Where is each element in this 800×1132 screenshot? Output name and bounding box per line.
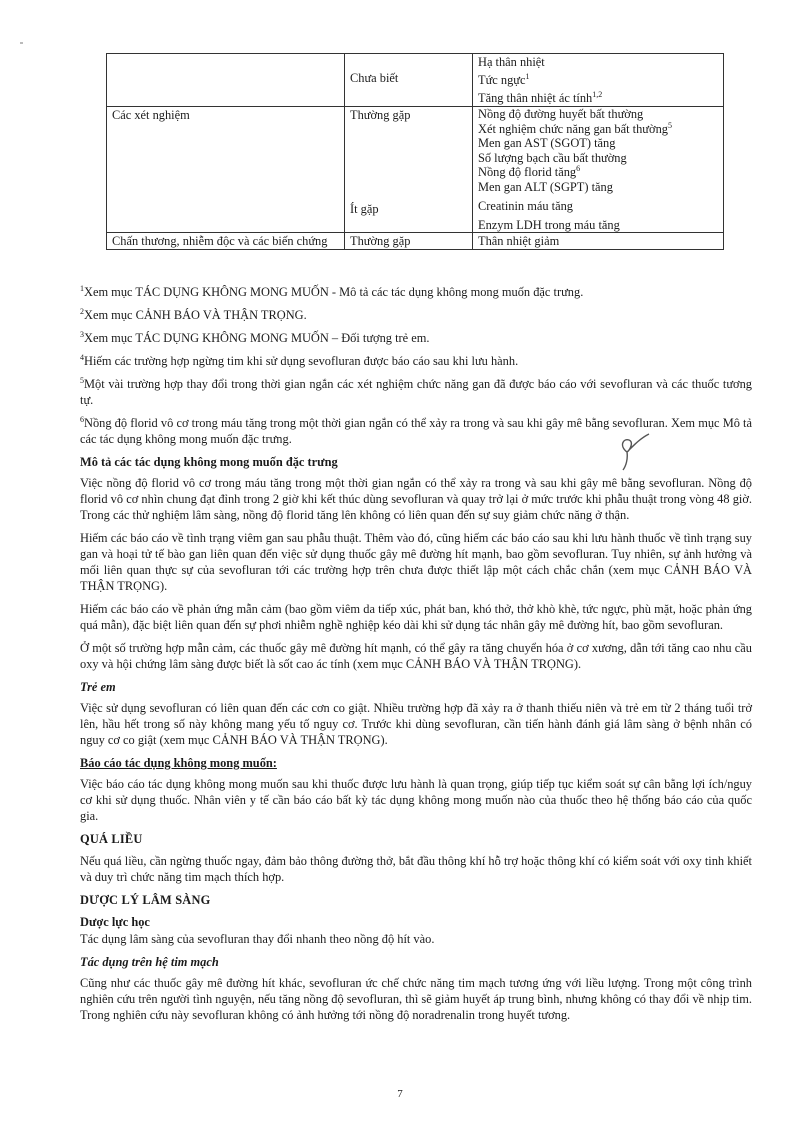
- table-cell-frequency: [345, 107, 473, 233]
- table-row: [107, 233, 724, 250]
- reaction-item: Nồng độ đường huyết bất thường: [478, 107, 644, 121]
- footnote: $^2$Xem mục CẢNH BÁO VÀ THẬN TRỌNG.: [80, 306, 307, 322]
- document-body: [80, 284, 752, 1030]
- footnote: $^3$Xem mục TÁC DỤNG KHÔNG MONG MUỐN – Đối tượng trẻ em.: [80, 329, 430, 345]
- reaction-item: Số lượng bạch cầu bất thường: [478, 150, 627, 165]
- table-cell-reactions: Thân nhiệt giảm: [473, 233, 724, 250]
- table-cell-system: Chấn thương, nhiễm độc và các biến chứng: [107, 233, 345, 250]
- frequency-label: Ít gặp: [350, 202, 379, 216]
- page-number: 7: [397, 1088, 403, 1100]
- subsection-heading: Tác dụng trên hệ tim mạch: [80, 955, 219, 969]
- paragraph: Ở một số trường hợp mẫn cảm, các thuốc gây mê đường hít mạnh, có thể gây ra tăng chuyển hóa ở cơ xương, dẫn tới tăng cao nhu cầu oxy và hội chứng lâm sàng được biết là sốt cao ác tính (xem mục CẢNH BÁO VÀ THẬN TRỌNG).: [80, 641, 752, 671]
- table-row: [107, 107, 724, 233]
- section-heading: QUÁ LIỀU: [80, 832, 143, 846]
- paragraph: Nếu quá liều, cần ngừng thuốc ngay, đảm bảo thông đường thở, bắt đầu thông khí hỗ trợ hoặc thông khí có kiểm soát với oxy tinh khiết và duy trì chức năng tim mạch thích hợp.: [80, 854, 752, 884]
- reaction-item: Hạ thân nhiệt: [478, 55, 545, 69]
- adverse-reactions-table: [106, 53, 724, 250]
- paragraph: Việc nồng độ florid vô cơ trong máu tăng trong một thời gian ngắn có thể xảy ra trong và sau khi gây mê bằng sevofluran. Nồng độ florid vô cơ nhìn chung đạt đỉnh trong 2 giờ khi kết thúc dùng sevofluran và quay trở lại ở mức trước khi phẫu thuật trong vòng 48 giờ. Trong các thử nghiệm lâm sàng, nồng độ florid tăng lên không có liên quan đến sự suy giảm chức năng ở thận.: [80, 476, 752, 522]
- reaction-item: Men gan AST (SGOT) tăng: [478, 136, 616, 150]
- paragraph: Tác dụng lâm sàng của sevofluran thay đổi nhanh theo nồng độ hít vào.: [80, 932, 435, 946]
- reaction-item: Tăng thân nhiệt ác tính$^{1,2}$: [478, 89, 603, 105]
- reaction-item: Xét nghiệm chức năng gan bất thường$^5$: [478, 120, 672, 136]
- signature-mark: [613, 432, 653, 472]
- reaction-item: Creatinin máu tăng: [478, 199, 573, 213]
- footnote: $^1$Xem mục TÁC DỤNG KHÔNG MONG MUỐN - Mô tả các tác dụng không mong muốn đặc trưng.: [80, 283, 584, 299]
- frequency-label: Chưa biết: [350, 71, 399, 85]
- table-cell-system: Các xét nghiệm: [107, 107, 345, 233]
- paragraph: Hiếm các báo cáo về tình trạng viêm gan sau phẫu thuật. Thêm vào đó, cũng hiếm các báo cáo sau khi lưu hành thuốc về tình trạng suy gan và hoại tử tế bào gan liên quan đến việc sử dụng thuốc gây mê đường hít mạnh, bao gồm sevofluran. Tuy nhiên, sự ảnh hưởng và mối liên quan thực sự của sevofluran tới các trường hợp trên chưa được thiết lập một cách chắc chắn (xem mục CẢNH BÁO VÀ THẬN TRỌNG).: [80, 531, 752, 593]
- table-cell-frequency: Thường gặp: [345, 233, 473, 250]
- table-cell-reactions: [473, 54, 724, 107]
- reaction-item: Enzym LDH trong máu tăng: [478, 217, 620, 232]
- table-cell-reactions: [473, 107, 724, 233]
- reaction-item: Tức ngực$^1$: [478, 71, 530, 87]
- paragraph: Cũng như các thuốc gây mê đường hít khác, sevofluran ức chế chức năng tim mạch tương ứng với liều lượng. Trong một công trình nghiên cứu trên người tình nguyện, nếu tăng nồng độ sevofluran, thì sẽ giảm huyết áp trung bình, nhưng không có thay đổi về nhịp tim. Trong nghiên cứu này sevofluran không có ảnh hưởng tới nồng độ noradrenalin trong huyết tương.: [80, 976, 752, 1022]
- section-heading: Báo cáo tác dụng không mong muốn:: [80, 756, 277, 770]
- subsection-heading: Dược lực học: [80, 915, 150, 929]
- table-cell-frequency: [345, 54, 473, 107]
- table-row: [107, 54, 724, 107]
- section-heading: Mô tả các tác dụng không mong muốn đặc trưng: [80, 455, 338, 469]
- paragraph: Hiếm các báo cáo về phản ứng mẫn cảm (bao gồm viêm da tiếp xúc, phát ban, khó thở, thở khò khè, tức ngực, phù mặt, hoặc phản ứng quá mẫn), đặc biệt liên quan đến sự phơi nhiễm nghề nghiệp kéo dài khi sử dụng tác nhân gây mê đường hít, bao gồm sevofluran.: [80, 602, 752, 632]
- reaction-item: Nồng độ florid tăng$^6$: [478, 163, 581, 179]
- frequency-label: Thường gặp: [350, 108, 411, 122]
- table-cell-system: [107, 54, 345, 107]
- reaction-item: Men gan ALT (SGPT) tăng: [478, 179, 613, 194]
- footnote: $^6$Nồng độ florid vô cơ trong máu tăng trong một thời gian ngắn có thể xảy ra trong và sau khi gây mê bằng sevofluran. Xem mục Mô tả các tác dụng không mong muốn đặc trưng.: [80, 414, 752, 446]
- scan-speck: [20, 42, 23, 44]
- paragraph: Việc sử dụng sevofluran có liên quan đến các cơn co giật. Nhiều trường hợp đã xảy ra ở thanh thiếu niên và trẻ em từ 2 tháng tuổi trở lên, hầu hết trong số này không mang yếu tố nguy cơ. Trước khi dùng sevofluran, cần tiến hành đánh giá lâm sàng ở bệnh nhân có nguy cơ co giật (xem mục CẢNH BÁO VÀ THẬN TRỌNG).: [80, 701, 752, 747]
- footnote: $^5$Một vài trường hợp thay đổi trong thời gian ngắn các xét nghiệm chức năng gan đã được báo cáo với sevofluran và các thuốc tương tự.: [80, 375, 752, 407]
- paragraph: Việc báo cáo tác dụng không mong muốn sau khi thuốc được lưu hành là quan trọng, giúp tiếp tục kiểm soát sự cân bằng lợi ích/nguy cơ khi sử dụng thuốc. Nhân viên y tế cần báo cáo bất kỳ tác dụng không mong muốn nào của thuốc theo hệ thống báo cáo của quốc gia.: [80, 777, 752, 823]
- footnote: $^4$Hiếm các trường hợp ngừng tim khi sử dụng sevofluran được báo cáo sau khi lưu hành.: [80, 352, 519, 368]
- section-heading: DƯỢC LÝ LÂM SÀNG: [80, 893, 211, 907]
- section-heading: Trẻ em: [80, 680, 116, 694]
